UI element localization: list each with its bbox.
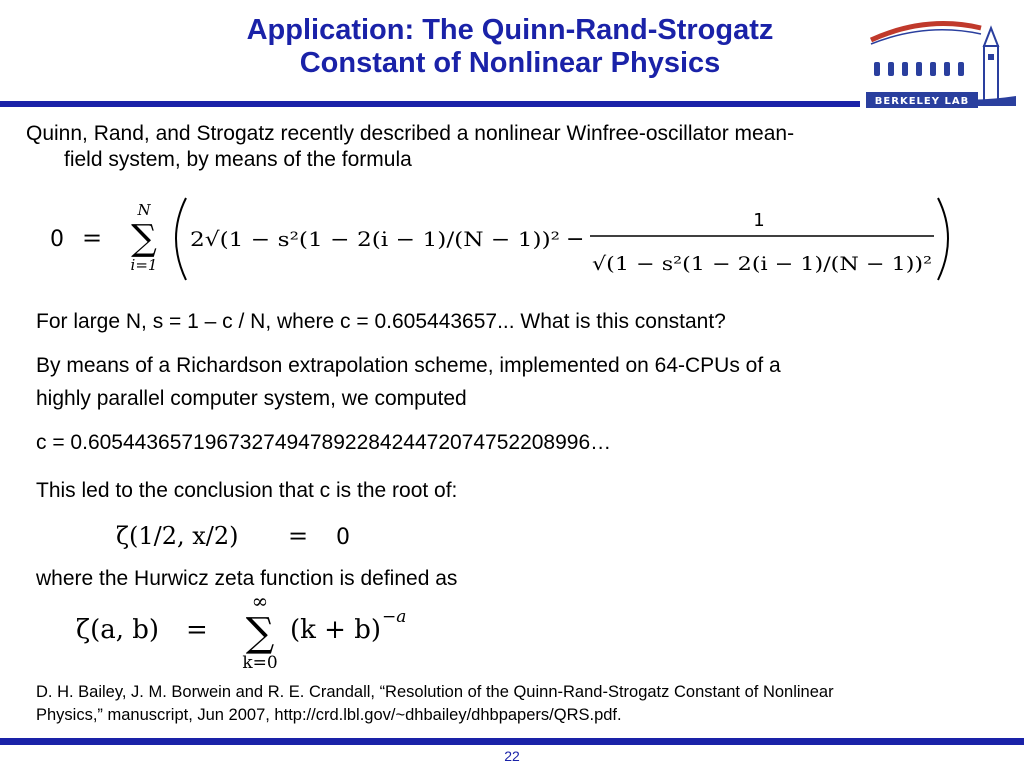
left-paren — [176, 198, 186, 280]
paragraph-large-n: For large N, s = 1 – c / N, where c = 0.605443657... What is this constant? — [36, 310, 726, 333]
formula-lhs: 0 — [50, 227, 64, 252]
paragraph-richardson-line2: highly parallel computer system, we computed — [36, 387, 467, 410]
intro-text — [26, 121, 986, 173]
zeta-def-term: (k + b) — [290, 615, 381, 645]
title-divider — [0, 101, 860, 107]
sum-lower-limit: i=1 — [130, 256, 158, 274]
qrs-formula — [44, 190, 964, 290]
formula-equals: = — [82, 224, 103, 252]
paragraph-richardson-line1: By means of a Richardson extrapolation scheme, implemented on 64-CPUs of a — [36, 354, 781, 377]
zeta-root-rhs: 0 — [336, 525, 350, 550]
right-paren — [938, 198, 948, 280]
paragraph-conclusion: This led to the conclusion that c is the root of: — [36, 479, 458, 502]
fraction-denominator: √(1 − s²(1 − 2(i − 1)/(N − 1))² — [592, 253, 932, 275]
zeta-sum-lower: k=0 — [242, 653, 278, 673]
zeta-def-exponent: −a — [382, 607, 407, 627]
berkeley-lab-logo — [866, 10, 1016, 115]
intro-line1: Quinn, Rand, and Strogatz recently described a nonlinear Winfree-oscillator mean- — [26, 122, 795, 145]
page-number: 22 — [504, 748, 520, 764]
zeta-root-lhs: ζ(1/2, x/2) — [116, 522, 239, 550]
reference-line2: Physics,” manuscript, Jun 2007, http://crd.lbl.gov/~dhbailey/dhbpapers/QRS.pdf. — [36, 706, 622, 724]
reference-line1: D. H. Bailey, J. M. Borwein and R. E. Crandall, “Resolution of the Quinn-Rand-Strogatz Constant of Nonlinear — [36, 683, 834, 701]
sum-sign: ∑ — [131, 218, 157, 259]
footer-divider — [0, 738, 1024, 745]
reference-citation — [36, 681, 1006, 727]
paragraph-hurwicz: where the Hurwicz zeta function is defined as — [36, 567, 458, 590]
sum-upper-limit: N — [137, 201, 151, 219]
logo-text: BERKELEY LAB — [874, 96, 970, 107]
first-term: 2√(1 − s²(1 − 2(i − 1)/(N − 1))² — [190, 227, 560, 251]
intro-line2: field system, by means of the formula — [64, 148, 412, 171]
zeta-root-formula — [110, 514, 370, 558]
slide-title — [160, 14, 860, 80]
zeta-root-equals: = — [288, 522, 309, 550]
minus-sign: − — [566, 227, 585, 252]
zeta-sum-upper: ∞ — [251, 589, 269, 613]
zeta-def-equals: = — [186, 615, 208, 645]
fraction-numerator: 1 — [753, 210, 765, 231]
hurwicz-zeta-formula — [70, 586, 450, 676]
zeta-sum-sign: ∑ — [245, 610, 275, 656]
zeta-def-lhs: ζ(a, b) — [76, 615, 160, 645]
paragraph-richardson — [36, 349, 976, 415]
slide-title-line2: Constant of Nonlinear Physics — [299, 47, 721, 79]
slide-title-line1: Application: The Quinn-Rand-Strogatz — [246, 14, 774, 46]
computed-constant: c = 0.60544365719673274947892284244720747522089​96… — [36, 431, 612, 454]
